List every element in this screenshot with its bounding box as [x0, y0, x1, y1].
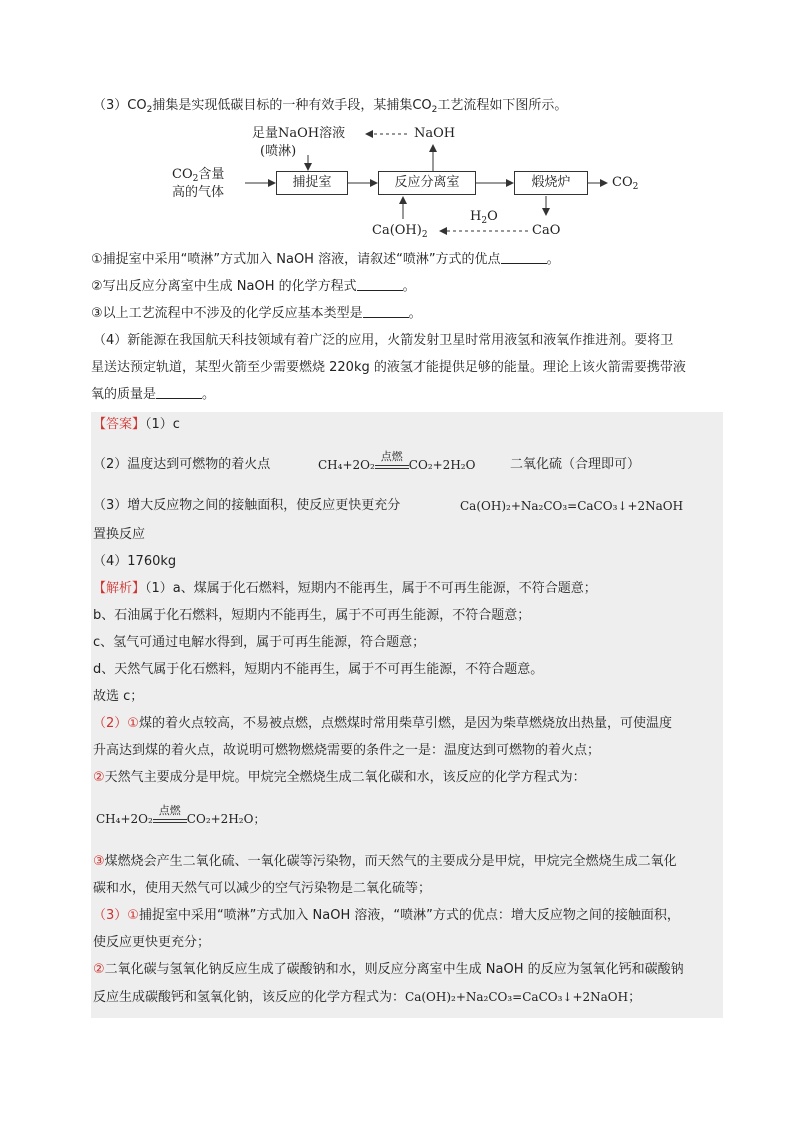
analysis-line-12: （3）①捕捉室中采用“喷淋”方式加入 NaOH 溶液，“喷淋”方式的优点：增大反应物之间的接触面积， [93, 908, 680, 923]
analysis-equation-combustion: CH₄+2O₂ 点燃 CO₂+2H₂O； [96, 804, 266, 826]
analysis-line-3: c、氢气可通过电解水得到，属于可再生能源，符合题意； [93, 635, 426, 650]
calciner-box: 煅烧炉 [514, 171, 588, 195]
analysis-line-13: 使反应更快更充分； [93, 935, 211, 950]
naoh-solution-label: 足量NaOH溶液 [252, 126, 346, 141]
analysis-label: 【解析】 [93, 581, 146, 596]
separation-chamber-box: 反应分离室 [378, 171, 476, 195]
answer-equation-naoh: Ca(OH)₂+Na₂CO₃=CaCO₃↓+2NaOH [460, 499, 684, 513]
analysis-line-6: （2）①煤的着火点较高，不易被点燃，点燃煤时常用柴草引燃，是因为柴草燃烧放出热量，可使温度 [93, 716, 672, 731]
question-4-line-3: 氧的质量是 。 [91, 387, 216, 402]
answer-line-2: （2）温度达到可燃物的着火点 [93, 457, 271, 472]
answer-blank [156, 386, 202, 399]
caoh2-label: $Ca(OH)_2$ [372, 223, 428, 240]
analysis-line-4: d、天然气属于化石燃料，短期内不能再生，属于不可再生能源，不符合题意。 [93, 662, 544, 677]
cao-label: CaO [532, 223, 561, 238]
analysis-line-8: ②天然气主要成分是甲烷。甲烷完全燃烧生成二氧化碳和水，该反应的化学方程式为： [93, 770, 586, 785]
h2o-label: $H_2O$ [470, 209, 498, 226]
spray-label: (喷淋) [260, 144, 297, 159]
question-4-line-2: 星送达预定轨道，某型火箭至少需要燃烧 220kg 的液氢才能提供足够的能量。理论上该火箭需要携带液 [91, 360, 686, 375]
answer-blank [501, 251, 547, 264]
answer-reaction-type: 置换反应 [93, 527, 146, 542]
q3-intro: $(3)CO_2$捕集是实现低碳目标的一种有效手段，某捕集$CO_2$工艺流程如下图所示。 [93, 98, 568, 115]
answer-line-2-tail: 二氧化硫（合理即可） [510, 457, 641, 472]
answer-label: 【答案】 [93, 417, 146, 432]
answer-blank [357, 278, 403, 291]
analysis-line-10: ③煤燃烧会产生二氧化硫、一氧化碳等污染物，而天然气的主要成分是甲烷，甲烷完全燃烧生成二氧化 [93, 854, 677, 869]
answer-line-4: （4）1760kg [93, 554, 177, 569]
analysis-line-11: 碳和水，使用天然气可以减少的空气污染物是二氧化硫等； [93, 881, 432, 896]
co2-output-label: $CO_2$ [612, 175, 639, 192]
analysis-line-15: 反应生成碳酸钙和氢氧化钠，该反应的化学方程式为：Ca(OH)₂+Na₂CO₃=CaCO₃↓+2NaOH； [93, 990, 642, 1005]
analysis-line-7: 升高达到煤的着火点，故说明可燃物燃烧需要的条件之一是：温度达到可燃物的着火点； [93, 743, 601, 758]
analysis-line-2: b、石油属于化石燃料，短期内不能再生，属于不可再生能源，不符合题意； [93, 608, 531, 623]
analysis-line-5: 故选 c； [93, 689, 144, 704]
analysis-equation-naoh: Ca(OH)₂+Na₂CO₃=CaCO₃↓+2NaOH [405, 990, 629, 1004]
input-gas-label-2: 高的气体 [172, 185, 225, 200]
answer-equation-combustion: CH₄+2O₂ 点燃 CO₂+2H₂O [318, 450, 476, 472]
answer-line-3: （3）增大反应物之间的接触面积，使反应更快更充分 [93, 498, 401, 513]
question-item-1: ①捕捉室中采用“喷淋”方式加入 NaOH 溶液，请叙述“喷淋”方式的优点 。 [91, 252, 560, 267]
analysis-line-14: ②二氧化碳与氢氧化钠反应生成了碳酸钠和水，则反应分离室中生成 NaOH 的反应为氢氧化钙和碳酸钠 [93, 962, 684, 977]
naoh-label: NaOH [414, 126, 456, 141]
question-item-2: ②写出反应分离室中生成 NaOH 的化学方程式 。 [91, 279, 416, 294]
question-4-line-1: （4）新能源在我国航天科技领域有着广泛的应用，火箭发射卫星时常用液氢和液氧作推进剂。要将卫 [93, 333, 674, 348]
process-flowchart [170, 123, 650, 243]
analysis-line-1: 【解析】（1）a、煤属于化石燃料，短期内不能再生，属于不可再生能源，不符合题意； [93, 581, 597, 596]
question-item-3: ③以上工艺流程中不涉及的化学反应基本类型是 。 [91, 306, 422, 321]
input-gas-label: $CO_2$含量 [172, 167, 225, 184]
answer-blank [363, 305, 409, 318]
capture-chamber-box: 捕捉室 [276, 171, 348, 195]
answer-line-1: 【答案】（1）c [93, 417, 180, 432]
